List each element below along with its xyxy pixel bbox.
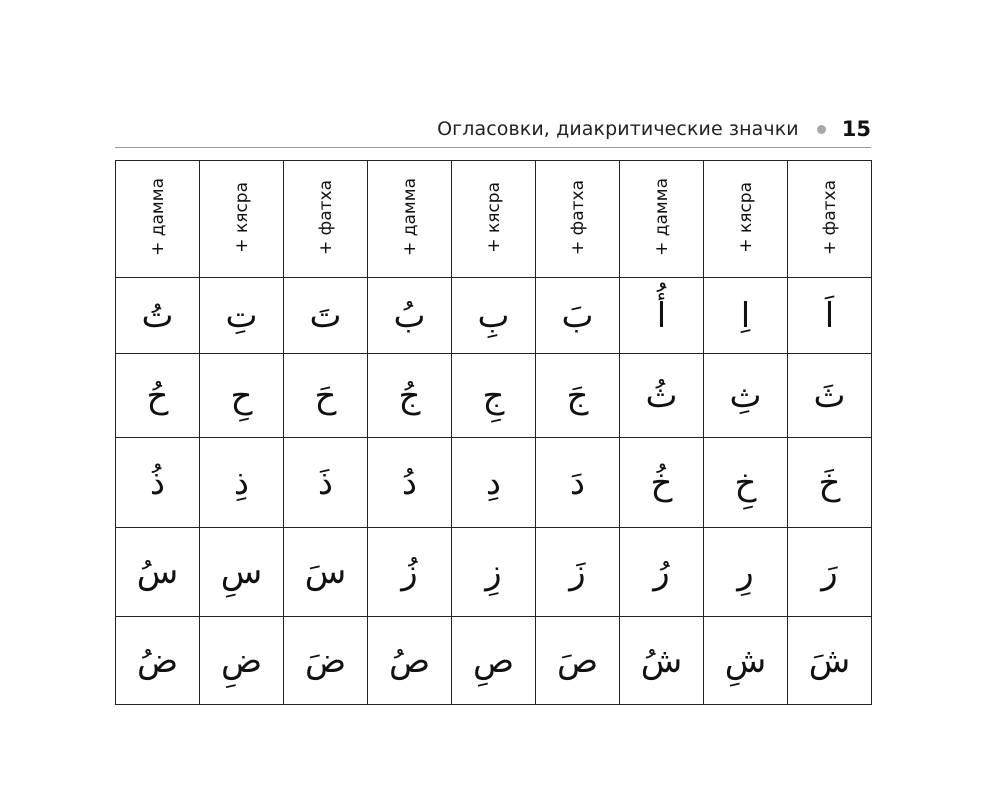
table-cell <box>788 354 872 438</box>
page-number: 15 <box>841 117 871 141</box>
arabic-syllable: أُ <box>656 295 667 336</box>
arabic-syllable: حَ <box>314 375 337 416</box>
arabic-syllable: خَ <box>818 462 841 503</box>
arabic-syllable: ذَ <box>317 462 334 503</box>
table-cell <box>452 528 536 617</box>
arabic-syllable: حِ <box>230 375 253 416</box>
arabic-syllable: زُ <box>401 552 418 592</box>
table-cell <box>368 438 452 528</box>
table-row <box>116 354 872 438</box>
table-cell <box>368 278 452 354</box>
header-label: + дамма <box>651 178 672 256</box>
table-cell <box>368 617 452 705</box>
table-cell <box>200 438 284 528</box>
table-cell <box>200 617 284 705</box>
table-cell <box>116 438 200 528</box>
table-cell <box>200 354 284 438</box>
table-cell <box>704 617 788 705</box>
table-cell <box>200 528 284 617</box>
table-cell <box>788 278 872 354</box>
arabic-syllable: ضِ <box>220 640 263 681</box>
table-cell <box>116 617 200 705</box>
table-cell <box>368 354 452 438</box>
arabic-syllable: بَ <box>561 295 594 336</box>
table-cell <box>704 438 788 528</box>
table-cell <box>452 278 536 354</box>
arabic-syllable: حُ <box>146 375 169 416</box>
arabic-syllable: سِ <box>220 552 263 592</box>
table-cell <box>284 278 368 354</box>
arabic-syllable: جُ <box>398 375 421 416</box>
arabic-syllable: بِ <box>477 295 510 336</box>
arabic-syllable: زَ <box>569 552 586 592</box>
table-row <box>116 528 872 617</box>
table-cell <box>704 354 788 438</box>
table-cell <box>284 354 368 438</box>
table-cell <box>788 528 872 617</box>
arabic-syllable: ثَ <box>813 375 846 416</box>
arabic-syllable: رَ <box>821 552 838 592</box>
arabic-syllable: ثِ <box>729 375 762 416</box>
header-label: + фатха <box>819 179 840 255</box>
arabic-syllable: سَ <box>304 552 347 592</box>
table-cell <box>284 438 368 528</box>
header-label: + фатха <box>315 179 336 255</box>
bullet-separator <box>817 125 826 134</box>
running-head <box>115 112 871 146</box>
table-row <box>116 278 872 354</box>
table-row <box>116 438 872 528</box>
header-label: + дамма <box>399 178 420 256</box>
arabic-syllable: خُ <box>650 462 673 503</box>
arabic-syllable: دَ <box>569 462 586 503</box>
arabic-syllable: صَ <box>556 640 599 681</box>
table-cell <box>116 278 200 354</box>
table-cell <box>620 354 704 438</box>
header-cell <box>536 161 620 278</box>
arabic-syllable: رِ <box>737 552 754 592</box>
header-cell <box>200 161 284 278</box>
arabic-syllable: دِ <box>485 462 502 503</box>
arabic-syllable: خِ <box>734 462 757 503</box>
arabic-syllable: شُ <box>640 640 683 681</box>
table-cell <box>452 354 536 438</box>
header-divider <box>115 147 871 148</box>
table-cell <box>536 617 620 705</box>
arabic-syllable: ذُ <box>149 462 166 503</box>
header-label: + кясра <box>735 181 756 253</box>
arabic-syllable: تِ <box>225 295 258 336</box>
header-cell <box>284 161 368 278</box>
table-cell <box>788 438 872 528</box>
arabic-syllable: ضُ <box>136 640 179 681</box>
table-cell <box>116 528 200 617</box>
table-cell <box>704 278 788 354</box>
arabic-syllable: دُ <box>401 462 418 503</box>
arabic-syllable: ثُ <box>645 375 678 416</box>
table-cell <box>536 528 620 617</box>
arabic-syllable: ذِ <box>233 462 250 503</box>
arabic-syllable: تُ <box>141 295 174 336</box>
arabic-syllable: شَ <box>808 640 851 681</box>
table-cell <box>536 278 620 354</box>
arabic-syllable: جِ <box>482 375 505 416</box>
arabic-syllable: تَ <box>309 295 342 336</box>
arabic-syllable: زِ <box>485 552 502 592</box>
header-cell <box>788 161 872 278</box>
table-cell <box>536 354 620 438</box>
header-label: + фатха <box>567 179 588 255</box>
table-cell <box>788 617 872 705</box>
arabic-syllable: صُ <box>388 640 431 681</box>
running-head-title: Огласовки, диакритические значки <box>437 118 799 140</box>
header-cell <box>620 161 704 278</box>
arabic-syllable: سُ <box>136 552 179 592</box>
table-cell <box>200 278 284 354</box>
arabic-syllable: رُ <box>653 552 670 592</box>
table-cell <box>620 438 704 528</box>
header-label: + кясра <box>483 181 504 253</box>
arabic-syllable: اِ <box>740 295 751 336</box>
table-cell <box>284 528 368 617</box>
arabic-syllable: صِ <box>472 640 515 681</box>
table-row <box>116 617 872 705</box>
header-cell <box>368 161 452 278</box>
table-cell <box>368 528 452 617</box>
table-cell <box>452 438 536 528</box>
table-cell <box>452 617 536 705</box>
header-cell <box>452 161 536 278</box>
table-header-row <box>116 161 872 278</box>
arabic-syllable: اَ <box>824 295 835 336</box>
table-cell <box>704 528 788 617</box>
arabic-syllable: ضَ <box>304 640 347 681</box>
header-label: + кясра <box>231 181 252 253</box>
header-cell <box>116 161 200 278</box>
table-cell <box>536 438 620 528</box>
arabic-syllable: جَ <box>566 375 589 416</box>
arabic-syllable: شِ <box>724 640 767 681</box>
table-cell <box>620 617 704 705</box>
table-cell <box>620 528 704 617</box>
table-cell <box>116 354 200 438</box>
table-cell <box>284 617 368 705</box>
arabic-syllable: بُ <box>393 295 426 336</box>
header-label: + дамма <box>147 178 168 256</box>
vowel-table <box>115 160 872 705</box>
header-cell <box>704 161 788 278</box>
table-cell <box>620 278 704 354</box>
